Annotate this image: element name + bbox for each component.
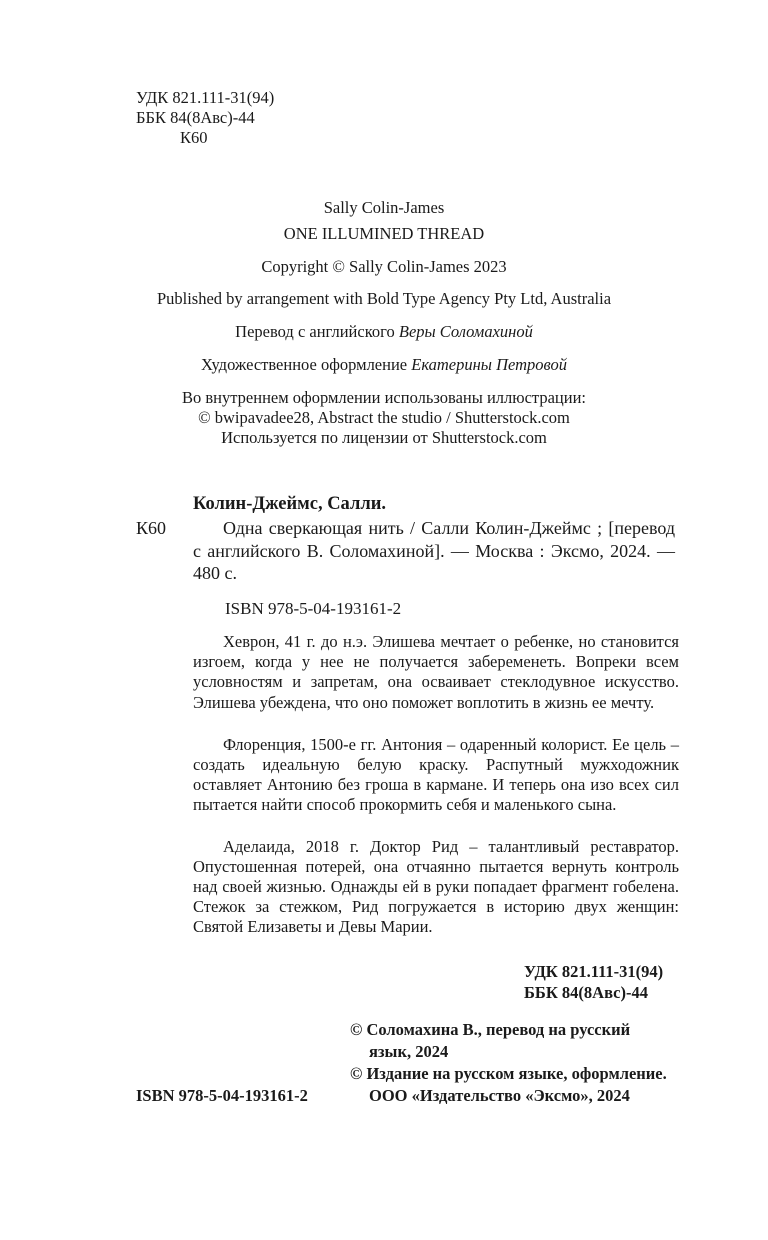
author-sign: К60 (180, 128, 208, 147)
illustrations-note-3: Используется по лицензии от Shutterstock.com (221, 428, 547, 447)
classification-top (136, 88, 336, 148)
catalog-description: Одна сверкающая нить / Салли Колин-Джеймс ; [перевод с английского В. Соломахиной]. — Москва : Эксмо, 2024. — 480 с. (193, 518, 675, 583)
catalog-heading: Колин-Джеймс, Салли. (193, 494, 387, 514)
udk-code: УДК 821.111-31(94) (136, 88, 275, 107)
annotation-paragraph-3: Аделаида, 2018 г. Доктор Рид – талантливый реставратор. Опустошенная потерей, она отчаянно пытается вернуть контроль над своей жизнью. Однажды ей в руки попадает фрагмент гобелена. Стежок за стежком, Рид погружается в историю двух женщин: Святой Елизаветы и Девы Марии. (193, 836, 679, 937)
udk-code-bottom: УДК 821.111-31(94) (524, 962, 664, 981)
illustrations-note-2: © bwipavadee28, Abstract the studio / Shutterstock.com (198, 408, 570, 427)
footer-isbn: ISBN 978-5-04-193161-2 (136, 1086, 308, 1105)
original-copyright: Copyright © Sally Colin-James 2023 (261, 257, 507, 276)
copyright-translation (350, 1019, 667, 1107)
bbk-code: ББК 84(8Авс)-44 (136, 108, 255, 127)
copyright-translation-line2: язык, 2024 (369, 1042, 449, 1061)
catalog-sign: К60 (136, 518, 167, 538)
translation-prefix: Перевод с английского (235, 322, 395, 341)
translator-name: Веры Соломахиной (398, 322, 533, 341)
copyright-edition-line1: © Издание на русском языке, оформление. (350, 1064, 667, 1083)
original-title: ONE ILLUMINED THREAD (283, 224, 485, 243)
bbk-code-bottom: ББК 84(8Авс)-44 (524, 983, 648, 1002)
annotation-paragraph-1: Хеврон, 41 г. до н.э. Элишева мечтает о ребенке, но становится изгоем, когда у нее не получается забеременеть. Вопреки всем условностям и запретам, она осваивает стеклодувное искусство. Элишева убеждена, что оно поможет воплотить в жизнь ее мечту. (193, 632, 679, 712)
annotation (193, 632, 679, 938)
copyright-translation-line1: © Соломахина В., перевод на русский (350, 1020, 631, 1039)
annotation-paragraph-2: Флоренция, 1500-е гг. Антония – одаренный колорист. Ее цель – создать идеальную белую краску. Распутный мужходожник оставляет Антонию без гроша в кармане. И теперь она изо всех сил пытается найти способ прокормить себя и маленького сына. (193, 734, 679, 815)
design-prefix: Художественное оформление (201, 355, 408, 374)
design-credit (0, 355, 768, 375)
translation-credit (0, 322, 768, 342)
catalog-isbn: ISBN 978-5-04-193161-2 (225, 599, 402, 618)
copyright-edition-line2: ООО «Издательство «Эксмо», 2024 (369, 1086, 630, 1105)
illustrations-note-1: Во внутреннем оформлении использованы иллюстрации: (182, 388, 586, 407)
original-author: Sally Colin-James (323, 198, 445, 217)
publishing-arrangement: Published by arrangement with Bold Type Agency Pty Ltd, Australia (156, 289, 612, 308)
designer-name: Екатерины Петровой (411, 355, 567, 374)
